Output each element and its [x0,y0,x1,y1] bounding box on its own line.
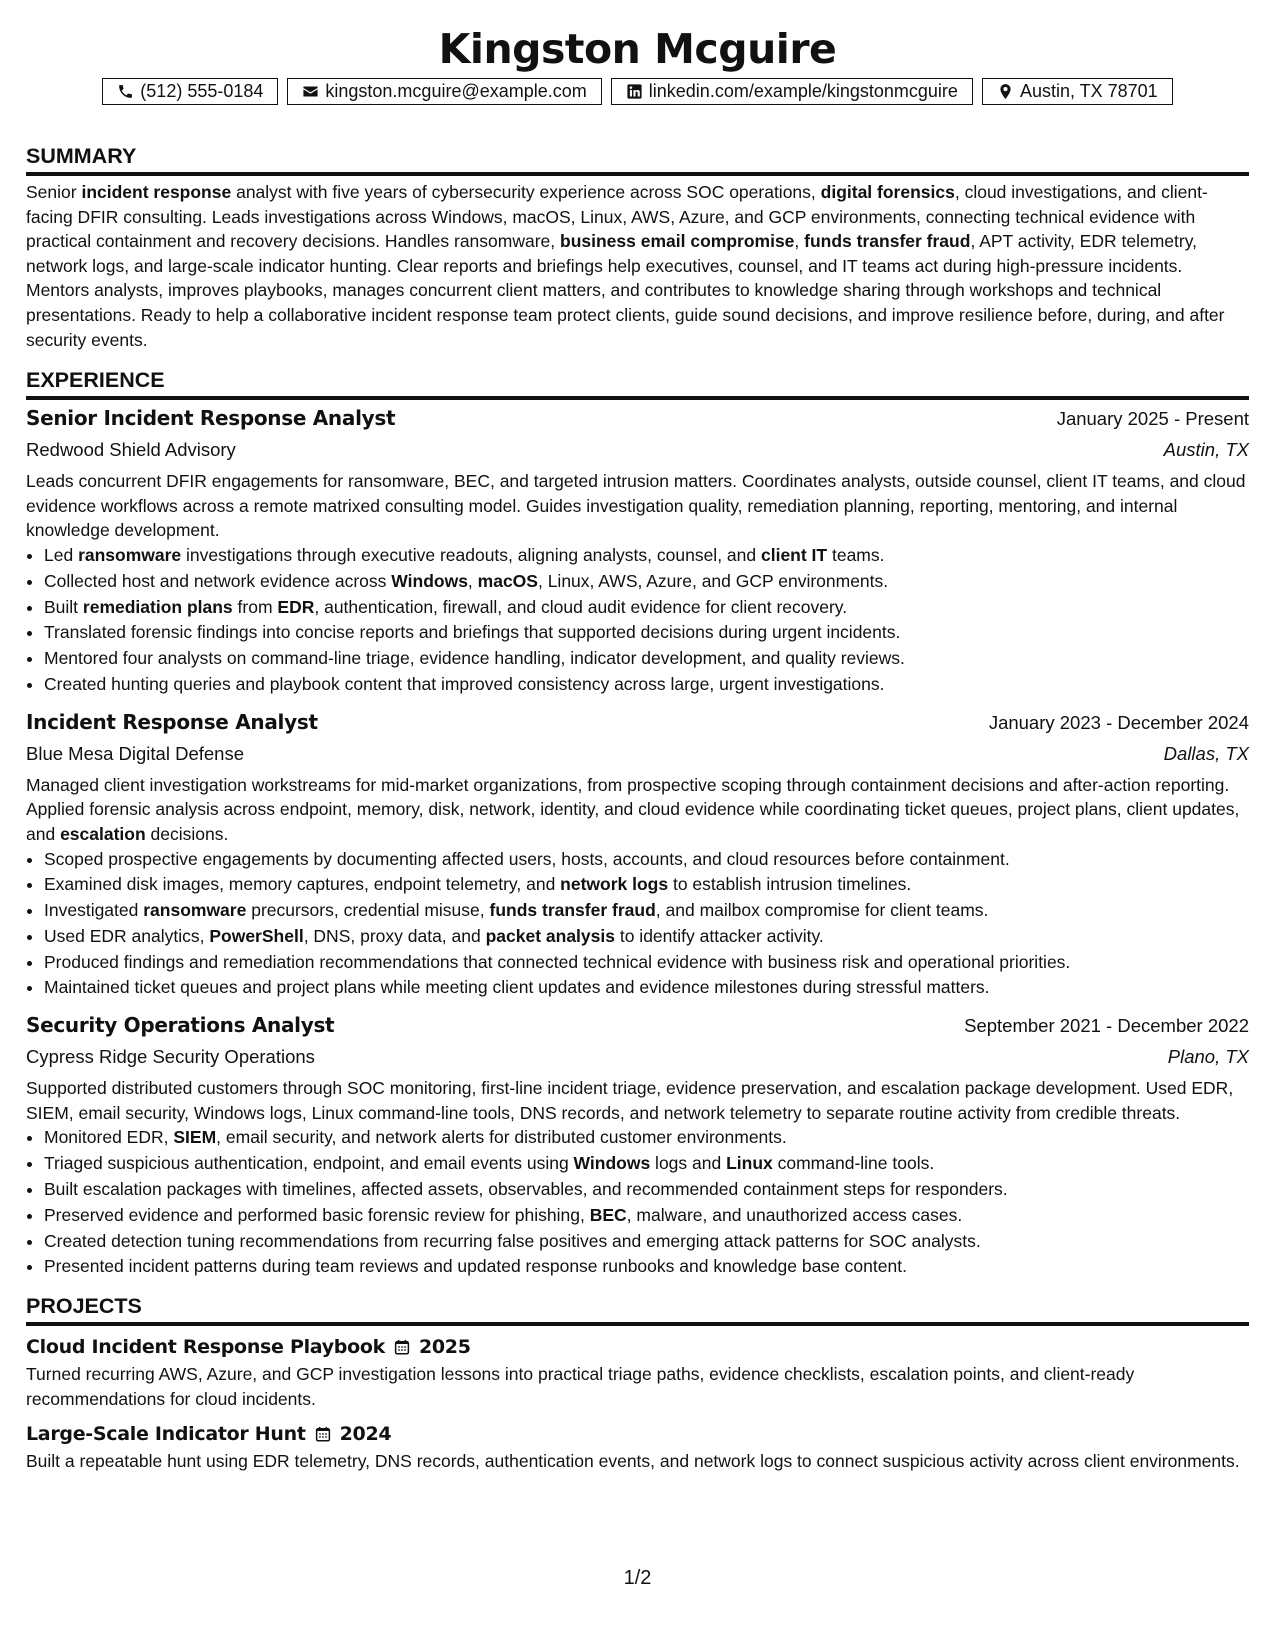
text-run: Created hunting queries and playbook content that improved consistency across large, urgent investigations. [44,673,885,694]
job-location: Dallas, TX [1163,742,1249,764]
bullet-item [44,1203,1249,1229]
project-year: 2025 [418,1336,471,1359]
job-location: Plano, TX [1167,1046,1249,1068]
text-run: , cloud investigations, and client-facing DFIR consulting. Leads investigations across Windows, macOS, Linux, AWS, Azure, and GCP environments, connecting technical evidence with practical containment and recovery decisions. Handles ransomware, [26,182,1208,252]
text-run: Led [44,544,79,565]
bullet-item [44,1254,1249,1280]
text-run: Triaged suspicious authentication, endpoint, and email events using [44,1153,574,1174]
highlight-text: SIEM [173,1127,217,1148]
contact-location-text: Austin, TX 78701 [1019,81,1158,101]
job-bullets [26,1125,1249,1280]
text-run: Collected host and network evidence across [44,570,392,591]
bullet-item [44,620,1249,646]
text-run: , email security, and network alerts for distributed customer environments. [216,1127,787,1148]
highlight-text: BEC [589,1204,627,1225]
text-run: Monitored EDR, [44,1127,174,1148]
text-run: precursors, credential misuse, [246,900,490,921]
job-entry [26,1010,1249,1280]
bullet-item [44,950,1249,976]
map-pin-icon [997,83,1014,100]
project-name: Cloud Incident Response Playbook [26,1336,385,1359]
text-run: Scoped prospective engagements by documenting affected users, hosts, accounts, and cloud resources before containment. [44,848,1010,869]
highlight-text: macOS [477,570,538,591]
summary-text [26,180,1249,352]
job-description [26,1076,1249,1125]
highlight-text: client IT [760,544,828,565]
text-run: , [794,231,805,252]
projects-section [26,1292,1249,1474]
phone-icon [117,83,134,100]
text-run: , malware, and unauthorized access cases. [626,1204,963,1225]
bullet-item [44,1229,1249,1255]
contact-bar [26,78,1249,105]
bullet-item [44,646,1249,672]
highlight-text: Windows [573,1153,651,1174]
highlight-text: remediation plans [82,596,233,617]
text-run: Built escalation packages with timelines, affected assets, observables, and recommended containment steps for responders. [44,1179,1008,1200]
job-company: Redwood Shield Advisory [26,439,236,461]
contact-linkedin[interactable] [611,78,973,105]
highlight-text: funds transfer fraud [804,231,971,252]
text-run: , DNS, proxy data, and [303,925,486,946]
contact-linkedin-text: linkedin.com/example/kingstonmcguire [648,81,958,101]
summary-section [26,142,1249,352]
job-entry [26,707,1249,1002]
calendar-icon [393,1338,411,1356]
bullet-item [44,543,1249,569]
text-run: to identify attacker activity. [614,925,824,946]
job-bullets [26,543,1249,698]
job-bullets [26,847,1249,1002]
section-title-projects: PROJECTS [26,1292,1249,1326]
job-dates: September 2021 - December 2022 [964,1015,1249,1037]
job-description [26,469,1249,543]
job-dates: January 2025 - Present [1056,408,1249,430]
text-run: Investigated [44,900,144,921]
text-run: to establish intrusion timelines. [668,874,912,895]
text-run: analyst with five years of cybersecurity experience across SOC operations, [231,182,821,202]
text-run: Preserved evidence and performed basic forensic review for phishing, [44,1204,590,1225]
envelope-icon [302,83,319,100]
highlight-text: network logs [560,874,669,895]
bullet-item [44,898,1249,924]
job-location: Austin, TX [1163,439,1249,461]
text-run: Built [44,596,83,617]
text-run: Maintained ticket queues and project plans while meeting client updates and evidence milestones during stressful matters. [44,977,990,998]
highlight-text: business email compromise [560,231,795,252]
highlight-text: digital forensics [820,182,955,202]
project-entry [26,1419,1249,1474]
text-run: Mentored four analysts on command-line triage, evidence handling, indicator development, and quality reviews. [44,648,905,669]
bullet-item [44,872,1249,898]
page-number: 1/2 [623,1567,652,1589]
bullet-item [44,569,1249,595]
job-description [26,773,1249,847]
experience-section [26,366,1249,1280]
job-company: Blue Mesa Digital Defense [26,742,244,764]
resume-page [26,22,1249,1474]
candidate-name: Kingston Mcguire [438,25,837,73]
job-title: Security Operations Analyst [26,1013,335,1038]
text-run: from [232,596,278,617]
highlight-text: Linux [726,1153,773,1174]
highlight-text: funds transfer fraud [489,900,656,921]
project-entry [26,1332,1249,1411]
bullet-item [44,1177,1249,1203]
bullet-item [44,975,1249,1001]
contact-phone-text: (512) 555-0184 [140,81,264,101]
text-run: Managed client investigation workstreams for mid-market organizations, from prospective scoping through containment decisions and after-action reporting. Applied forensic analysis across endpoint, memory, disk, network, identity, and cloud evidence while coordinating ticket queues, project plans, client updates, and [26,774,1240,844]
text-run: , and mailbox compromise for client teams. [655,900,989,921]
text-run: , authentication, firewall, and cloud audit evidence for client recovery. [314,596,848,617]
job-title: Senior Incident Response Analyst [26,406,396,431]
bullet-item [44,595,1249,621]
text-run: command-line tools. [772,1153,935,1174]
highlight-text: EDR [277,596,315,617]
text-run: , APT activity, EDR telemetry, network logs, and large-scale indicator hunting. Clear reports and briefings help executives, counsel, and IT teams act during high-pressure incidents. Mentors analysts, improves playbooks, manages concurrent client matters, and contributes to knowledge sharing through workshops and technical presentations. Ready to help a collaborative incident response team protect clients, guide sound decisions, and improve resilience before, during, and after security events. [26,231,1225,350]
highlight-text: ransomware [143,900,247,921]
highlight-text: incident response [81,182,232,202]
text-run: logs and [650,1153,727,1174]
job-dates: January 2023 - December 2024 [988,711,1249,733]
text-run: Used EDR analytics, [44,925,210,946]
highlight-text: ransomware [78,544,182,565]
bullet-item [44,847,1249,873]
calendar-icon [314,1425,332,1443]
text-run: Leads concurrent DFIR engagements for ransomware, BEC, and targeted intrusion matters. Coordinates analysts, outside counsel, client IT teams, and cloud evidence workflows across a remote matrixed consulting model. Guides investigation quality, remediation planning, reporting, mentoring, and internal knowledge development. [26,471,1246,541]
linkedin-icon [626,83,643,100]
text-run: Created detection tuning recommendations from recurring false positives and emerging attack patterns for SOC analysts. [44,1230,981,1251]
highlight-text: escalation [60,823,146,844]
job-company: Cypress Ridge Security Operations [26,1046,315,1068]
job-entry [26,403,1249,698]
project-description: Turned recurring AWS, Azure, and GCP investigation lessons into practical triage paths, evidence checklists, escalation points, and client-ready recommendations for cloud incidents. [26,1364,1135,1409]
section-title-experience: EXPERIENCE [26,366,1249,400]
bullet-item [44,924,1249,950]
bullet-item [44,672,1249,698]
project-name: Large-Scale Indicator Hunt [26,1423,306,1446]
highlight-text: PowerShell [209,925,304,946]
text-run: Translated forensic findings into concise reports and briefings that supported decisions during urgent incidents. [44,622,901,643]
text-run: , [467,570,478,591]
bullet-item [44,1151,1249,1177]
contact-phone[interactable] [102,78,278,105]
text-run: Senior [26,182,82,202]
text-run: investigations through executive readouts, aligning analysts, counsel, and [181,544,761,565]
bullet-item [44,1125,1249,1151]
text-run: , Linux, AWS, Azure, and GCP environments. [537,570,889,591]
text-run: Supported distributed customers through SOC monitoring, first-line incident triage, evidence preservation, and escalation package development. Used EDR, SIEM, email security, Windows logs, Linux command-line tools, DNS records, and network telemetry to separate routine activity from credible threats. [26,1078,1234,1123]
section-title-summary: SUMMARY [26,142,1249,176]
contact-email-text: kingston.mcguire@example.com [325,81,587,101]
highlight-text: packet analysis [485,925,615,946]
text-run: decisions. [145,823,229,844]
project-description: Built a repeatable hunt using EDR telemetry, DNS records, authentication events, and network logs to connect suspicious activity across client environments. [26,1451,1240,1472]
text-run: Examined disk images, memory captures, endpoint telemetry, and [44,874,561,895]
contact-email[interactable] [287,78,601,105]
text-run: teams. [827,544,885,565]
contact-location [982,78,1173,105]
text-run: Produced findings and remediation recommendations that connected technical evidence with business risk and operational priorities. [44,951,1071,972]
job-title: Incident Response Analyst [26,709,318,734]
project-year: 2024 [339,1423,392,1446]
text-run: Presented incident patterns during team reviews and updated response runbooks and knowledge base content. [44,1256,907,1277]
highlight-text: Windows [391,570,468,591]
